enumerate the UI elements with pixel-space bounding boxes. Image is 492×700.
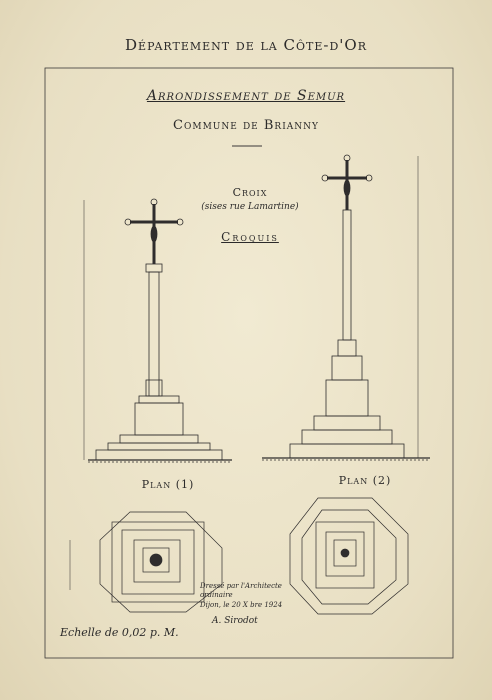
croix-title: Croix [232, 186, 268, 199]
location-subtitle: (sises rue Lamartine) [201, 202, 299, 212]
cross-2-elevation [262, 155, 430, 460]
signature-date: Dijon, le 20 X bre 1924 [200, 601, 283, 609]
signature-line-1: Dressé par l'Architecte [200, 582, 282, 590]
department-heading: Département de la Côte-d'Or [125, 36, 367, 54]
croquis-title: Croquis [221, 230, 279, 244]
plan-2 [290, 498, 408, 614]
plan-1-label: Plan (1) [141, 478, 195, 491]
drawing-border [45, 68, 453, 658]
scale-note: Echelle de 0,02 p. M. [60, 626, 179, 639]
signature-line-2: ordinaire [200, 591, 233, 599]
plan-2-label: Plan (2) [338, 474, 392, 487]
signature-name: A. Sirodot [212, 616, 258, 626]
commune-heading: Commune de Brianny [173, 118, 319, 133]
arrondissement-heading: Arrondissement de Semur [146, 88, 346, 104]
